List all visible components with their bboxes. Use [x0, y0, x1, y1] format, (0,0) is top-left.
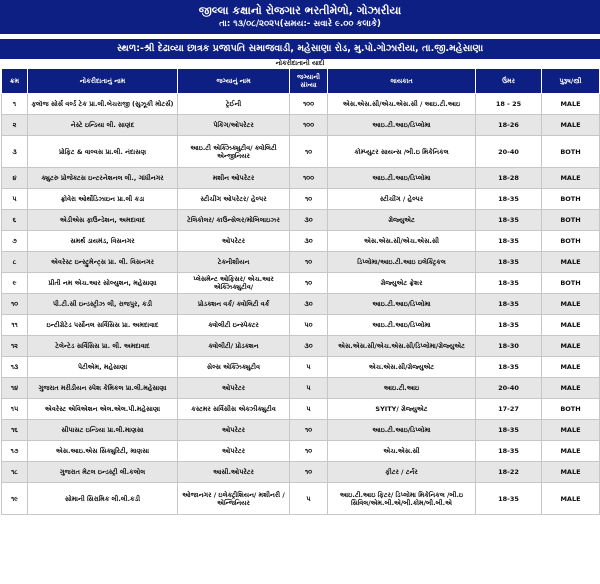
cell-employer: ફ્લૉજ સોર્સ વર્લ્ડ ટેક પ્રા.લી.બેચરાજી (સુઝૂકી મોટર્સ) [28, 94, 178, 115]
cell-serial: ૧૫ [2, 399, 28, 420]
cell-qualification: SYITY/ ગ્રેજ્યુએટ [328, 399, 476, 420]
table-row [2, 210, 600, 231]
cell-count: ૫૦ [290, 315, 328, 336]
table-row [2, 462, 600, 483]
cell-post: સ્ટીચીંગ ઓપરેટર/ હેલ્પર [178, 189, 290, 210]
cell-age: 18-35 [476, 273, 542, 294]
cell-post: ઓપરેટર [178, 378, 290, 399]
table-row [2, 357, 600, 378]
cell-gender: MALE [542, 252, 600, 273]
column-header-gender: પુરૂષ/સ્ત્રી [542, 69, 600, 94]
cell-post: આઇ.ટી એક્ઝિક્યુટીવ/ ક્વોલિટી એન્જીનિયર [178, 136, 290, 168]
cell-post: સેલ્સ એક્ઝિક્યુટીવ [178, 357, 290, 378]
cell-employer: ટેલેન્ટેડ સર્વિસિસ પ્રા. લી. અમદાવાદ [28, 336, 178, 357]
cell-serial: ૫ [2, 189, 28, 210]
cell-age: 18 - 25 [476, 94, 542, 115]
table-row [2, 378, 600, 399]
cell-age: 18-35 [476, 210, 542, 231]
cell-serial: ૧૪ [2, 378, 28, 399]
cell-qualification: આઇ.ટી.આઇ ફિટર/ ડિપ્લોમા મિકેનિકલ /બી.ઇ સિવિલ/એમ.બી.એ/બી.કોમ/બી.બી.એ [328, 483, 476, 515]
cell-post: ક્વોલીટી ઇન્સ્પેક્ટર [178, 315, 290, 336]
cell-count: ૧૦ [290, 441, 328, 462]
table-row [2, 168, 600, 189]
page-title: જીલ્લા કક્ષાનો રોજગાર ભરતીમેળો, ગોઝારીયા [198, 4, 402, 17]
table-row [2, 399, 600, 420]
cell-serial: ૧૬ [2, 420, 28, 441]
cell-employer: પ્રોફિટ & વાલ્વસ પ્રા.લી. નંદાસણ [28, 136, 178, 168]
cell-qualification: એચ.એસ.સી/ગ્રેજ્યુએટ [328, 357, 476, 378]
cell-age: 18-35 [476, 357, 542, 378]
cell-age: 18-26 [476, 115, 542, 136]
table-body [2, 94, 600, 515]
cell-age: 18-35 [476, 420, 542, 441]
cell-post: કસ્ટમર સર્વિસીસ એક્ઝીક્યુટીવ [178, 399, 290, 420]
cell-qualification: ડિપ્લોમા/આઇ.ટી.આઇ ઇલેક્ટ્રિકલ [328, 252, 476, 273]
table-row [2, 273, 600, 294]
cell-count: ૧૦ [290, 252, 328, 273]
table-row [2, 94, 600, 115]
cell-serial: ૯ [2, 273, 28, 294]
cell-serial: ૧૧ [2, 315, 28, 336]
column-header-post: જગ્યાનું નામ [178, 69, 290, 94]
cell-count: ૫ [290, 357, 328, 378]
cell-employer: ક્યુટરુ પ્રોજેક્ટસ ઇન્ટરનેશનલ લી., ગાંધીનગર [28, 168, 178, 189]
cell-employer: એવરેસ્ટ ઇન્સ્ટ્રુમેન્ટ્સ પ્રા. લી. વિસનગર [28, 252, 178, 273]
cell-employer: નેસ્ટે ઇન્ડિયા લી. સાણંદ [28, 115, 178, 136]
column-header-age: ઉંમર [476, 69, 542, 94]
cell-count: ૫ [290, 483, 328, 515]
cell-post: ટેલિકોલર/ કાઉન્સેલર/મોબિલાઇઝર [178, 210, 290, 231]
cell-gender: MALE [542, 336, 600, 357]
cell-serial: ૧ [2, 94, 28, 115]
cell-post: ટ્રેઈની [178, 94, 290, 115]
cell-gender: MALE [542, 378, 600, 399]
cell-qualification: સ્ટીચીંગ / હેલ્પર [328, 189, 476, 210]
cell-count: ૧૦૦ [290, 94, 328, 115]
column-header-count: જગ્યાની સંખ્યા [290, 69, 328, 94]
cell-qualification: એસ.એસ.સી/એચ.એસ.સી / આઇ.ટી.આઇ [328, 94, 476, 115]
cell-post: આસી.ઓપરેટર [178, 462, 290, 483]
cell-age: 18-35 [476, 483, 542, 515]
column-header-qualification: લાયકાત [328, 69, 476, 94]
cell-gender: BOTH [542, 273, 600, 294]
cell-count: ૩૦ [290, 336, 328, 357]
cell-gender: MALE [542, 168, 600, 189]
cell-gender: MALE [542, 441, 600, 462]
cell-age: 18-35 [476, 231, 542, 252]
cell-qualification: એસ.એસ.સી/એચ.એસ.સી [328, 231, 476, 252]
cell-gender: MALE [542, 357, 600, 378]
cell-gender: BOTH [542, 399, 600, 420]
cell-employer: પી.ટી.સી ઇન્ડસ્ટ્રીઝ લી, રાજપુર, કડી [28, 294, 178, 315]
cell-qualification: આઇ.ટી.આઇ/ડિપ્લોમા [328, 420, 476, 441]
cell-gender: BOTH [542, 231, 600, 252]
table-row [2, 441, 600, 462]
table-row [2, 189, 600, 210]
cell-gender: MALE [542, 483, 600, 515]
cell-qualification: આઇ.ટી.આઇ [328, 378, 476, 399]
cell-post: પ્લેસમેન્ટ ઓફિસર/ એચ.આર એક્ઝિક્યુટીવ/ [178, 273, 290, 294]
venue-banner: સ્થળ:-શ્રી દેઢાવ્યા છાત્રક પ્રજાપતિ સમાજવાડી, મહેસાણા રોડ, મુ.પો.ગોઝારીયા, તા.જી.મહેસાણા [0, 39, 600, 59]
cell-post: ઓપરેટર [178, 441, 290, 462]
cell-count: ૫ [290, 378, 328, 399]
cell-count: ૧૦૦ [290, 168, 328, 189]
table-row [2, 420, 600, 441]
table-row [2, 231, 600, 252]
table-row [2, 252, 600, 273]
cell-count: ૩૦ [290, 294, 328, 315]
table-row [2, 136, 600, 168]
cell-employer: સીપાસટ ઇન્ડિયા પ્રા.લી.માણસા [28, 420, 178, 441]
cell-age: 20-40 [476, 378, 542, 399]
table-row [2, 483, 600, 515]
cell-gender: MALE [542, 420, 600, 441]
cell-employer: પેટીએમ, મહેસાણા [28, 357, 178, 378]
cell-post: મશીન ઓપરેટર [178, 168, 290, 189]
cell-age: 18-35 [476, 315, 542, 336]
cell-qualification: આઇ.ટી.આઇ/ડિપ્લોમા [328, 115, 476, 136]
cell-count: ૧૦ [290, 462, 328, 483]
cell-count: ૩૦ [290, 210, 328, 231]
cell-post: ઓપરેટર [178, 420, 290, 441]
cell-count: ૧૦૦ [290, 115, 328, 136]
table-header-row [2, 69, 600, 94]
cell-gender: MALE [542, 315, 600, 336]
cell-serial: ૨ [2, 115, 28, 136]
cell-employer: ફ્રોવેરા ઓર્થોડિઝાઇન પ્રા.લી કડા [28, 189, 178, 210]
cell-serial: ૧૮ [2, 462, 28, 483]
column-header-employer: નોકરીદાતાનું નામ [28, 69, 178, 94]
cell-employer: પ્રીતી નમ એચ.આર સોલ્યુશન, મહેસાણા [28, 273, 178, 294]
cell-count: ૫ [290, 399, 328, 420]
cell-age: 18-28 [476, 168, 542, 189]
cell-qualification: ગ્રેજ્યુએટ ફ્રેશર [328, 273, 476, 294]
cell-serial: ૧૦ [2, 294, 28, 315]
cell-qualification: આઇ.ટી.આઇ/ડિપ્લોમા [328, 168, 476, 189]
cell-employer: સોમાની સિરામિક લી.લી.કડી [28, 483, 178, 515]
cell-gender: MALE [542, 294, 600, 315]
cell-age: 20-40 [476, 136, 542, 168]
cell-serial: ૧૭ [2, 441, 28, 462]
cell-age: 18-30 [476, 336, 542, 357]
table-row [2, 115, 600, 136]
table-row [2, 336, 600, 357]
cell-gender: MALE [542, 115, 600, 136]
cell-age: 18-35 [476, 294, 542, 315]
cell-serial: ૬ [2, 210, 28, 231]
cell-serial: ૭ [2, 231, 28, 252]
cell-qualification: આઇ.ટી.આઇ/ડિપ્લોમા [328, 315, 476, 336]
cell-qualification: કોમ્પ્યુટર સાયન્સ /બી.ઇ મિકેનિકલ [328, 136, 476, 168]
cell-count: ૧૦ [290, 189, 328, 210]
cell-employer: સમર્થ ડાયમંડ, વિસનગર [28, 231, 178, 252]
column-header-serial: ક્રમ [2, 69, 28, 94]
cell-employer: એવરેસ્ટ એવિએશન એલ.એલ.પી.મહેસાણા [28, 399, 178, 420]
cell-serial: ૧૨ [2, 336, 28, 357]
cell-serial: ૧૩ [2, 357, 28, 378]
cell-gender: BOTH [542, 210, 600, 231]
cell-qualification: આઇ.ટી.આઇ/ડિપ્લોમા [328, 294, 476, 315]
cell-gender: BOTH [542, 136, 600, 168]
table-row [2, 315, 600, 336]
cell-age: 18-35 [476, 441, 542, 462]
cell-employer: ઇન્ટીગ્રેટેડ પર્સોનલ સર્વિસિસ પ્રા. અમદાવાદ [28, 315, 178, 336]
cell-post: ક્વોલીટી/ પ્રોડક્શન [178, 336, 290, 357]
table-row [2, 294, 600, 315]
cell-employer: ગુજરાત મરીડીયન સ્પેશ કેમિકલ પ્રા.લી.મહેસાણા [28, 378, 178, 399]
cell-age: 18-35 [476, 252, 542, 273]
table-caption: નોકરીદાતાની યાદી [275, 59, 325, 67]
cell-serial: ૧૯ [2, 483, 28, 515]
cell-qualification: એચ.એસ.સી [328, 441, 476, 462]
cell-employer: એડીએસ ફાઉન્ડેશન, અમદાવાદ [28, 210, 178, 231]
cell-count: ૧૦ [290, 420, 328, 441]
cell-age: 18-22 [476, 462, 542, 483]
cell-qualification: ફીટર / ટર્નર [328, 462, 476, 483]
date-line: તા: ૧૩/૦૮/૨૦૨૫(સમય:- સવારે ૯.૦૦ કલાકે) [219, 19, 381, 29]
cell-post: ટેક્નીશીયન [178, 252, 290, 273]
employer-table [1, 68, 600, 515]
cell-count: ૧૦ [290, 273, 328, 294]
cell-qualification: ગ્રેજ્યુએટ [328, 210, 476, 231]
cell-post: પ્રોડક્શન વર્ક/ ક્વોલિટી વર્ક [178, 294, 290, 315]
cell-count: ૧૦ [290, 136, 328, 168]
cell-gender: MALE [542, 94, 600, 115]
cell-serial: ૩ [2, 136, 28, 168]
cell-age: 17-27 [476, 399, 542, 420]
cell-post: પેકિંગ/ઓપરેટર [178, 115, 290, 136]
cell-employer: એસ.આઇ.એસ સિક્યુરિટી, માણસા [28, 441, 178, 462]
cell-age: 18-35 [476, 189, 542, 210]
cell-gender: BOTH [542, 189, 600, 210]
cell-serial: ૪ [2, 168, 28, 189]
cell-gender: MALE [542, 462, 600, 483]
cell-count: ૩૦ [290, 231, 328, 252]
title-banner [0, 0, 600, 36]
cell-serial: ૮ [2, 252, 28, 273]
cell-employer: ગુજરાત મેટલ ઇન્ડસ્ટ્રી લી.કલોલ [28, 462, 178, 483]
cell-post: ઓજાનગર / ઇલેક્ટ્રીશિયન/ મશીનરી /એન્જિનિયર [178, 483, 290, 515]
cell-post: ઓપરેટર [178, 231, 290, 252]
cell-qualification: એસ.એસ.સી/એચ.એસ.સી/ડિપ્લોમા/ગ્રેજ્યુએટ [328, 336, 476, 357]
